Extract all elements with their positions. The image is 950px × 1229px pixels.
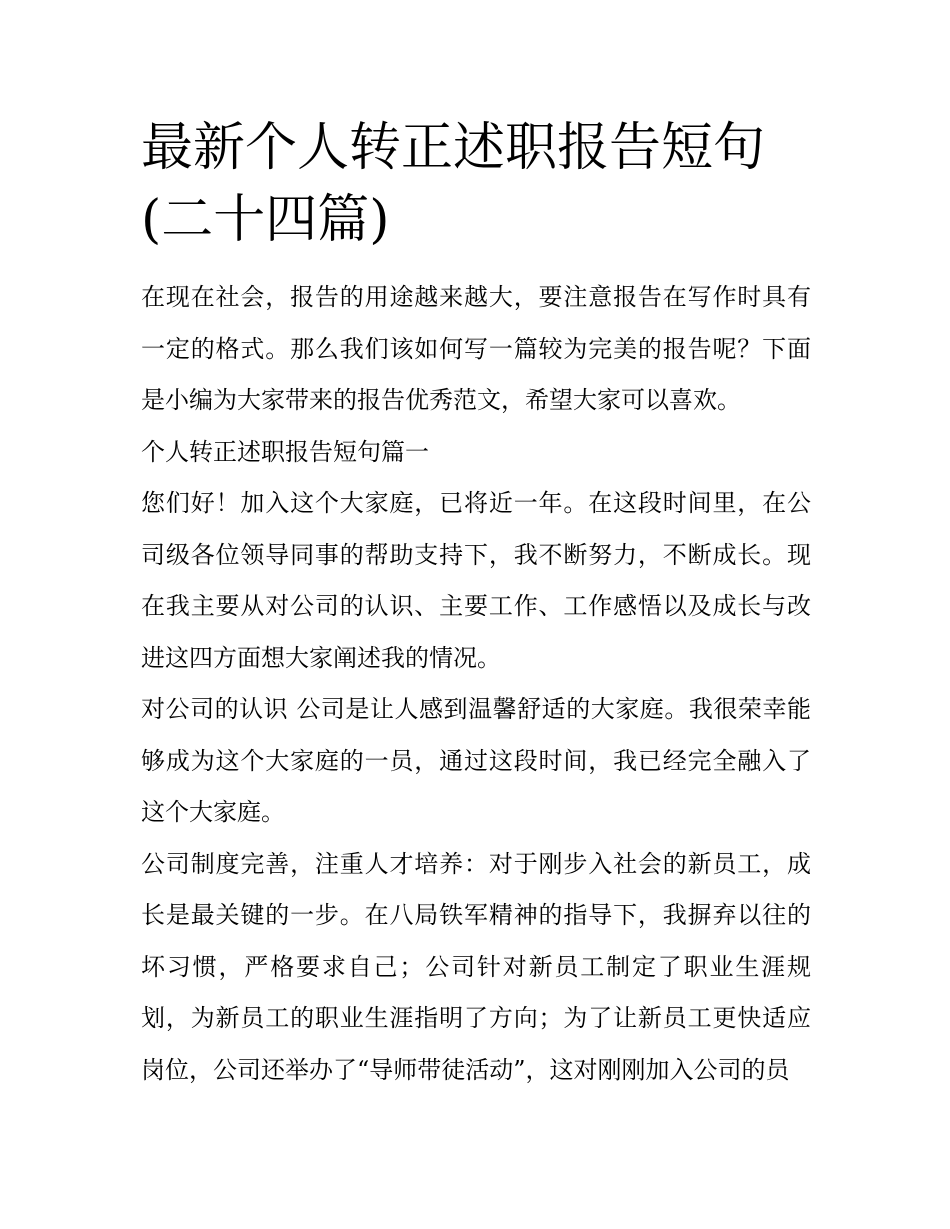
intro-paragraph: 在现在社会，报告的用途越来越大，要注意报告在写作时具有一定的格式。那么我们该如何写一篇较为完美的报告呢？下面是小编为大家带来的报告优秀范文，希望大家可以喜欢。	[141, 283, 811, 414]
body-paragraph: 对公司的认识 公司是让人感到温馨舒适的大家庭。我很荣幸能够成为这个大家庭的一员，通过这段时间，我已经完全融入了这个大家庭。	[141, 695, 811, 826]
body-paragraph: 您们好！加入这个大家庭，已将近一年。在这段时间里，在公司级各位领导同事的帮助支持下，我不断努力，不断成长。现在我主要从对公司的认识、主要工作、工作感悟以及成长与改进这四方面想大家阐述我的情况。	[141, 489, 811, 672]
section-heading: 个人转正述职报告短句篇一	[141, 437, 429, 466]
body-paragraph: 公司制度完善，注重人才培养：对于刚步入社会的新员工，成长是最关键的一步。在八局铁军精神的指导下，我摒弃以往的坏习惯，严格要求自己；公司针对新员工制定了职业生涯规划，为新员工的职业生涯指明了方向；为了让新员工更快适应岗位，公司还举办了“导师带徒活动”，这对刚刚加入公司的员	[141, 849, 811, 1084]
document-title: 最新个人转正述职报告短句(二十四篇)	[141, 118, 766, 250]
document-content	[141, 112, 811, 1096]
document-body	[141, 272, 811, 1096]
